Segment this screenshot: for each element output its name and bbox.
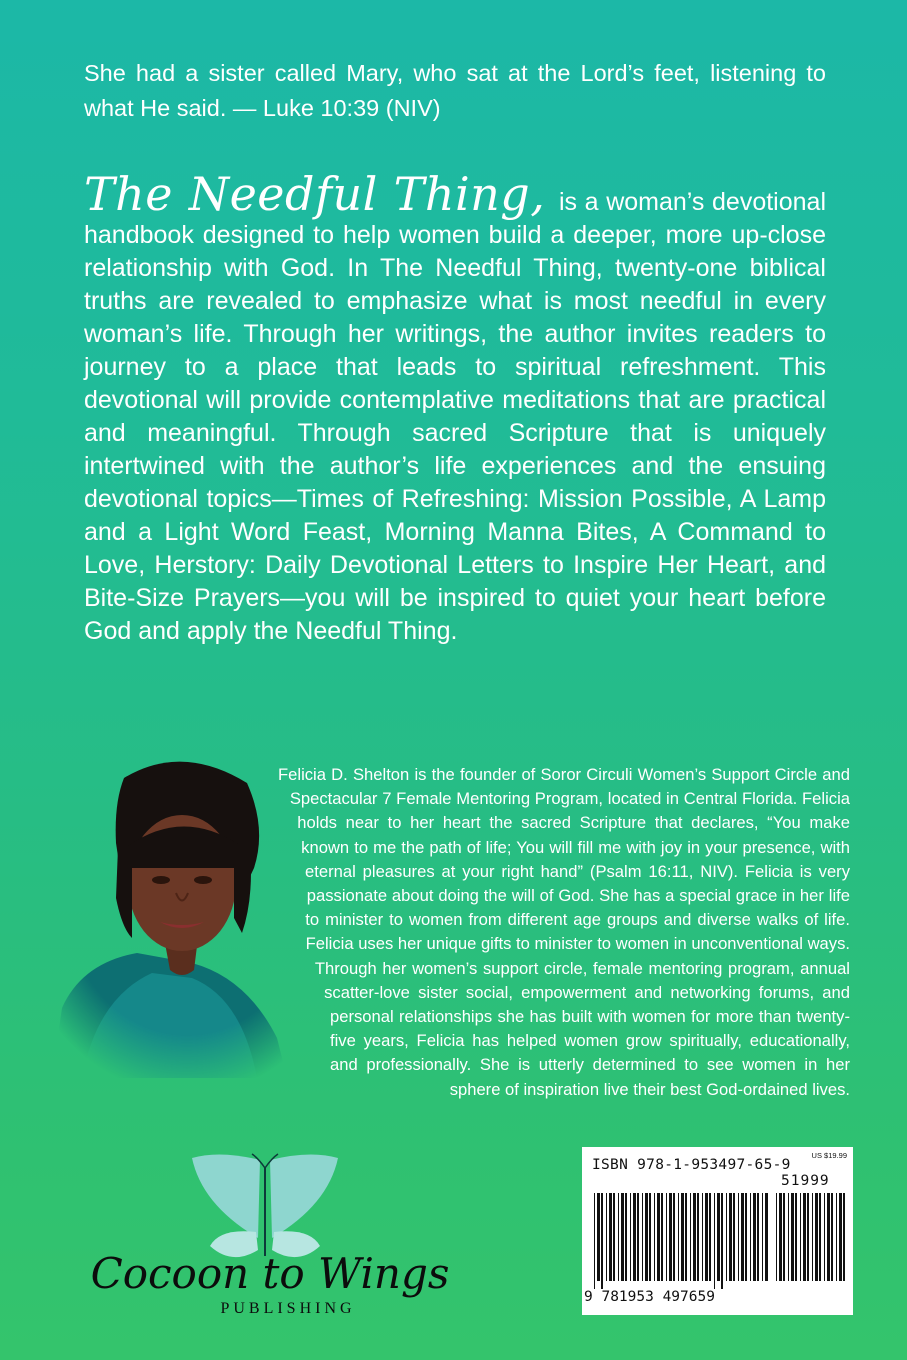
barcode-bar — [762, 1193, 763, 1281]
barcode-bar — [613, 1193, 615, 1281]
addon-barcode-bars — [776, 1193, 846, 1289]
ean-digits: 9 781953 497659 — [584, 1289, 715, 1305]
author-bio-text: Felicia D. Shelton is the founder of Soror Circuli Women’s Support Circle and Spectacular 7 Female Mentoring Program, located in Central Florida. Felicia holds near to her heart the sacred Scripture that declares, “You make known to me the path of life; You will fill me with joy in your presence, with eternal pleasures at your right hand” (Psalm 16:11, NIV). Felicia is very passionate about doing the will of God. She has a special grace in her life to minister to women from different age groups and diverse walks of life. Felicia uses her unique gifts to minister to women in unconventional ways. Through her women’s support circle, female mentoring program, annual scatter-love sister social, empowerment and networking forums, and personal relationships she has built with women for more than twenty-five years, Felicia has helped women grow spiritually, educationally, and professionally. She is utterly determined to see women in her sphere of inspiration live their best God-ordained lives. — [278, 765, 850, 1099]
barcode-bar — [637, 1193, 639, 1281]
barcode-bar — [705, 1193, 708, 1281]
publisher-logo — [90, 1150, 450, 1320]
barcode-bar — [726, 1193, 727, 1281]
barcode-bar — [621, 1193, 624, 1281]
barcode-bar — [642, 1193, 643, 1281]
barcode-bar — [729, 1193, 732, 1281]
barcode-bar — [678, 1193, 679, 1281]
epigraph-quote: She had a sister called Mary, who sat at the Lord’s feet, listening to what He said. — Luke 10:39 (NIV) — [84, 60, 826, 121]
barcode-bar — [685, 1193, 687, 1281]
barcode-bar — [657, 1193, 660, 1281]
barcode-bar — [709, 1193, 711, 1281]
publisher-tagline: PUBLISHING — [220, 1300, 356, 1317]
barcode-bar — [824, 1193, 825, 1281]
isbn-text: ISBN 978-1-953497-65-9 — [592, 1157, 791, 1173]
barcode-bar — [609, 1193, 612, 1281]
barcode-bar — [625, 1193, 627, 1281]
barcode-bar — [733, 1193, 735, 1281]
barcode-bar — [649, 1193, 651, 1281]
barcode-bar — [783, 1193, 785, 1281]
barcode-bar — [601, 1193, 603, 1289]
ean-barcode-bars — [594, 1193, 770, 1289]
book-description-body: is a woman’s devotional handbook designed to help women build a deeper, more up-close relationship with God. In The Needful Thing, twenty-one biblical truths are revealed to emphasize what is most needful in every woman’s life. Through her writings, the author invites readers to journey to a place that leads to spiritual refreshment. This devotional will provide contemplative meditations that are practical and meaningful. Through sacred Scripture that is uniquely intertwined with the author’s life experiences and the ensuing devotional topics—Times of Refreshing: Mission Possible, A Lamp and a Light Word Feast, Morning Manna Bites, A Command to Love, Herstory: Daily Devotional Letters to Inspire Her Heart, and Bite-Size Prayers—you will be inspired to quiet your heart before God and apply the Needful Thing. — [84, 188, 827, 645]
publisher-name: Cocoon to Wings — [90, 1249, 450, 1298]
barcode-bar — [803, 1193, 806, 1281]
bio-wrap-space — [40, 763, 330, 1093]
barcode-bar — [745, 1193, 747, 1281]
barcode-bar — [800, 1193, 801, 1281]
barcode-bar — [836, 1193, 837, 1281]
barcode-bar — [697, 1193, 699, 1281]
butterfly-icon — [192, 1154, 338, 1257]
barcode-bar — [702, 1193, 703, 1281]
barcode-bar — [717, 1193, 720, 1281]
barcode-bar — [654, 1193, 655, 1281]
barcode-bar — [819, 1193, 821, 1281]
barcode-bar — [741, 1193, 744, 1281]
barcode-bar — [693, 1193, 696, 1281]
barcode-bar — [776, 1193, 777, 1281]
barcode-bar — [594, 1193, 595, 1289]
barcode-bar — [753, 1193, 756, 1281]
barcode-bar — [843, 1193, 845, 1281]
barcode-bar — [606, 1193, 607, 1281]
barcode-bar — [618, 1193, 619, 1281]
barcode-bar — [765, 1193, 768, 1281]
barcode-bar — [597, 1193, 600, 1281]
barcode-bar — [661, 1193, 663, 1281]
barcode-bar — [721, 1193, 723, 1289]
price-label: US $19.99 — [811, 1151, 847, 1160]
barcode-bar — [669, 1193, 672, 1281]
barcode-bar — [645, 1193, 648, 1281]
barcode-bar — [750, 1193, 751, 1281]
barcode-bar — [788, 1193, 789, 1281]
barcode-bar — [714, 1193, 715, 1289]
barcode-bar — [812, 1193, 813, 1281]
barcode-bar — [839, 1193, 842, 1281]
barcode-bar — [779, 1193, 782, 1281]
barcode-bar — [630, 1193, 631, 1281]
barcode-bar — [681, 1193, 684, 1281]
barcode-bar — [757, 1193, 759, 1281]
barcode-bar — [666, 1193, 667, 1281]
barcode-bar — [815, 1193, 818, 1281]
barcode-bar — [738, 1193, 739, 1281]
author-bio — [40, 763, 850, 1102]
barcode-bar — [673, 1193, 675, 1281]
barcode-bar — [831, 1193, 833, 1281]
isbn-barcode — [582, 1147, 853, 1315]
barcode-bar — [791, 1193, 794, 1281]
book-title-script: The Needful Thing, — [84, 167, 546, 221]
barcode-bar — [690, 1193, 691, 1281]
barcode-bar — [633, 1193, 636, 1281]
barcode-bar — [807, 1193, 809, 1281]
barcode-bar — [795, 1193, 797, 1281]
book-description — [84, 167, 827, 648]
barcode-bar — [827, 1193, 830, 1281]
price-addon-digits: 51999 — [781, 1173, 830, 1189]
